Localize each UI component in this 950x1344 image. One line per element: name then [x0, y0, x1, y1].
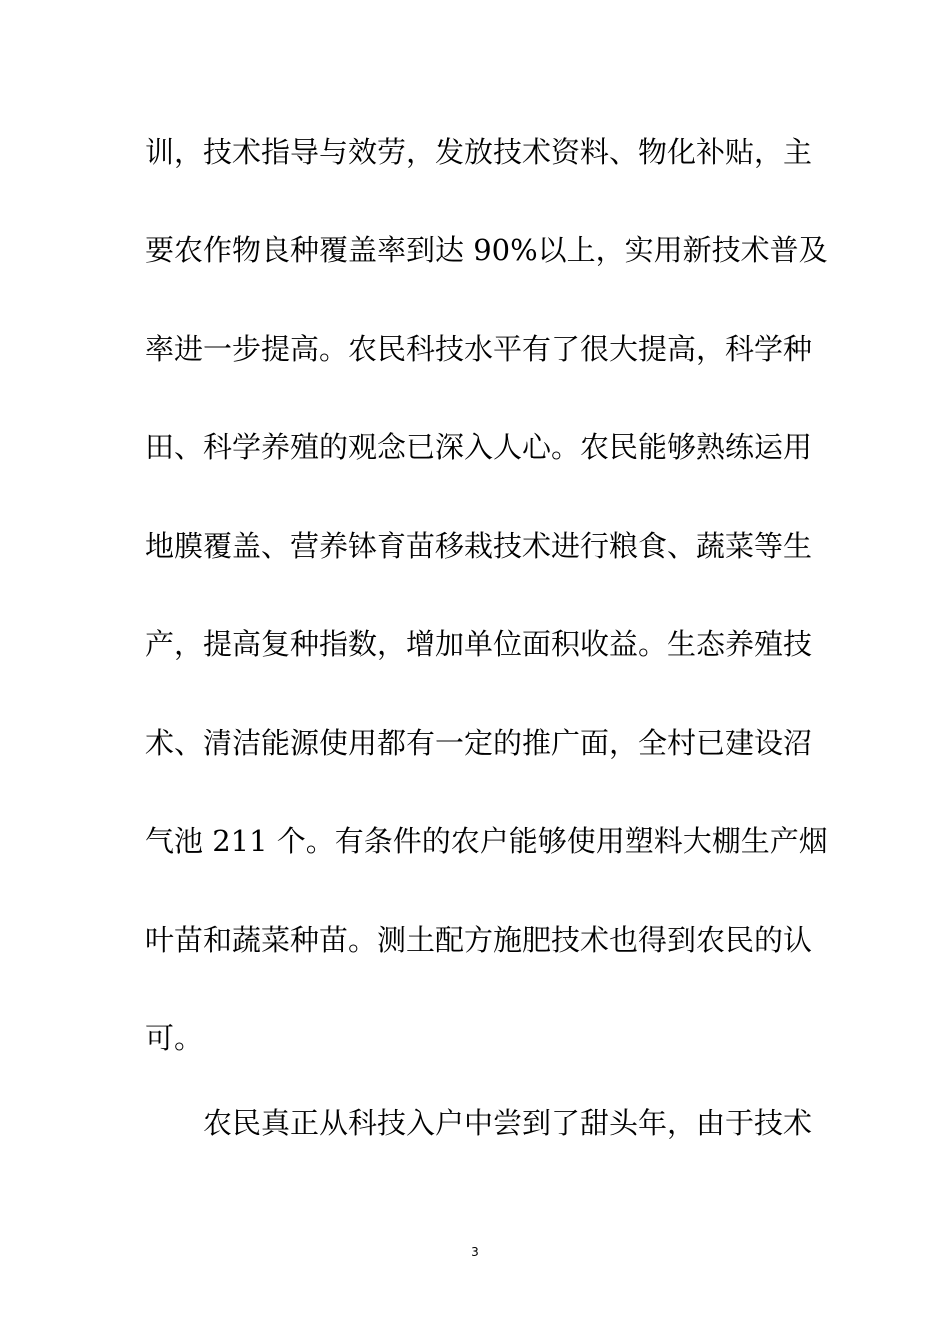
body-text-line: 可。: [145, 1021, 204, 1055]
body-text-line: 田、科学养殖的观念已深入人心。农民能够熟练运用: [145, 430, 813, 464]
body-text-line: 叶苗和蔬菜种苗。测土配方施肥技术也得到农民的认: [145, 923, 813, 957]
body-text-line: 气池 211 个。有条件的农户能够使用塑料大棚生产烟: [145, 824, 828, 858]
body-text-line: 率进一步提高。农民科技水平有了很大提高，科学种: [145, 332, 813, 366]
body-text-line: 产，提高复种指数，增加单位面积收益。生态养殖技: [145, 627, 813, 661]
paragraph-first-line: 农民真正从科技入户中尝到了甜头年，由于技术: [203, 1106, 813, 1140]
body-text-line: 训，技术指导与效劳，发放技术资料、物化补贴，主: [145, 135, 813, 169]
body-text-line: 地膜覆盖、营养钵育苗移栽技术进行粮食、蔬菜等生: [145, 529, 813, 563]
body-text-line: 要农作物良种覆盖率到达 90%以上，实用新技术普及: [145, 233, 828, 267]
page-number: 3: [471, 1245, 479, 1259]
body-text-line: 术、清洁能源使用都有一定的推广面，全村已建设沼: [145, 726, 813, 760]
